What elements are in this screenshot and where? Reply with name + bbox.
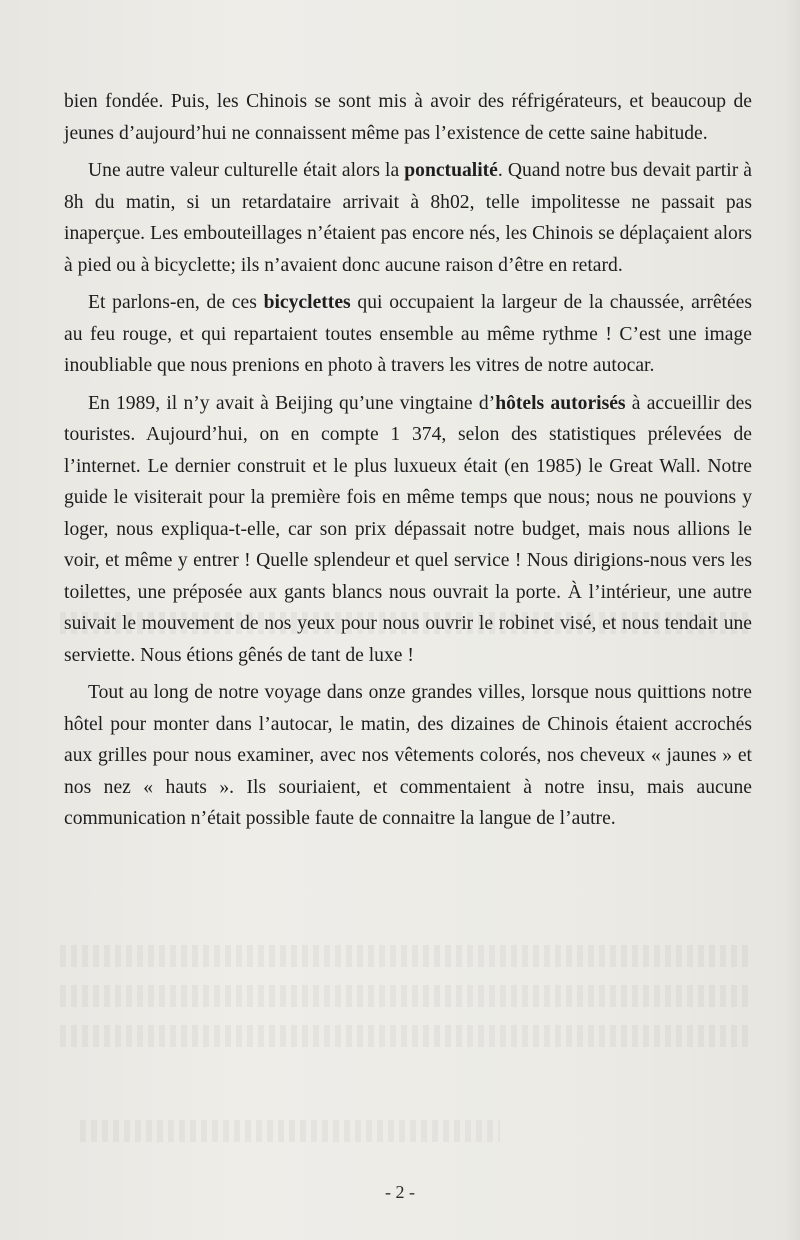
text-run: bien fondée. Puis, les Chinois se sont mis à avoir des réfrigérateurs, et beaucoup de jeunes d’aujourd’hui ne connaissent même pas l’existence de cette saine habitude. [64,91,752,144]
body-text [64,86,752,835]
bleed-through-line [60,1025,750,1047]
text-run: à accueillir des touristes. Aujourd’hui, on en compte 1 374, selon des statistiques prélevées de l’internet. Le dernier construit et le plus luxueux était (en 1985) le Great Wall. Notre guide le visiterait pour la première fois en même temps que nous; nous ne pouvions y loger, nous expliqua-t-elle, car son prix dépassait notre budget, mais nous allions le voir, et même y entrer ! Quelle splendeur et quel service ! Nous dirigions-nous vers les toilettes, une préposée aux gants blancs nous ouvrait la porte. À l’intérieur, une autre suivait le mouvement de nos yeux pour nous ouvrir le robinet visé, et nous tendait une serviette. Nous étions gênés de tant de luxe ! [64,392,752,666]
paragraph [64,677,752,835]
text-run: Une autre valeur culturelle était alors la [88,160,405,181]
page-edge-shading [784,0,800,1240]
bold-term: hôtels autorisés [495,392,626,414]
text-run: qui occupaient la largeur de la chaussée, arrêtées au feu rouge, et qui repartaient toutes ensemble au même rythme ! C’est une image inoubliable que nous prenions en photo à travers les vitres de notre autocar. [64,292,752,376]
bleed-through-line [60,985,750,1007]
text-run: . Quand notre bus devait partir à 8h du matin, si un retardataire arrivait à 8h02, telle impolitesse ne passait pas inaperçue. Les embouteillages n’étaient pas encore nés, les Chinois se déplaçaient alors à pied ou à bicyclette; ils n’avaient donc aucune raison d’être en retard. [64,160,752,276]
text-run: Tout au long de notre voyage dans onze grandes villes, lorsque nous quittions notre hôtel pour monter dans l’autocar, le matin, des dizaines de Chinois étaient accrochés aux grilles pour nous examiner, avec nos vêtements colorés, nos cheveux « jaunes » et nos nez « hauts ». Ils souriaient, et commentaient à notre insu, mais aucune communication n’était possible faute de connaitre la langue de l’autre. [64,682,752,829]
bold-term: bicyclettes [263,292,351,313]
text-run: En 1989, il n’y avait à Beijing qu’une vingtaine d’ [88,392,496,414]
paragraph [64,388,752,672]
page-number: - 2 - [385,1182,415,1202]
bleed-through-line [60,945,750,967]
text-run: Et parlons-en, de ces [88,292,264,313]
bleed-through-footnote [80,1120,500,1142]
paragraph [64,155,752,281]
bold-term: ponctualité [404,160,498,181]
paragraph [64,287,752,382]
paragraph [64,86,752,149]
